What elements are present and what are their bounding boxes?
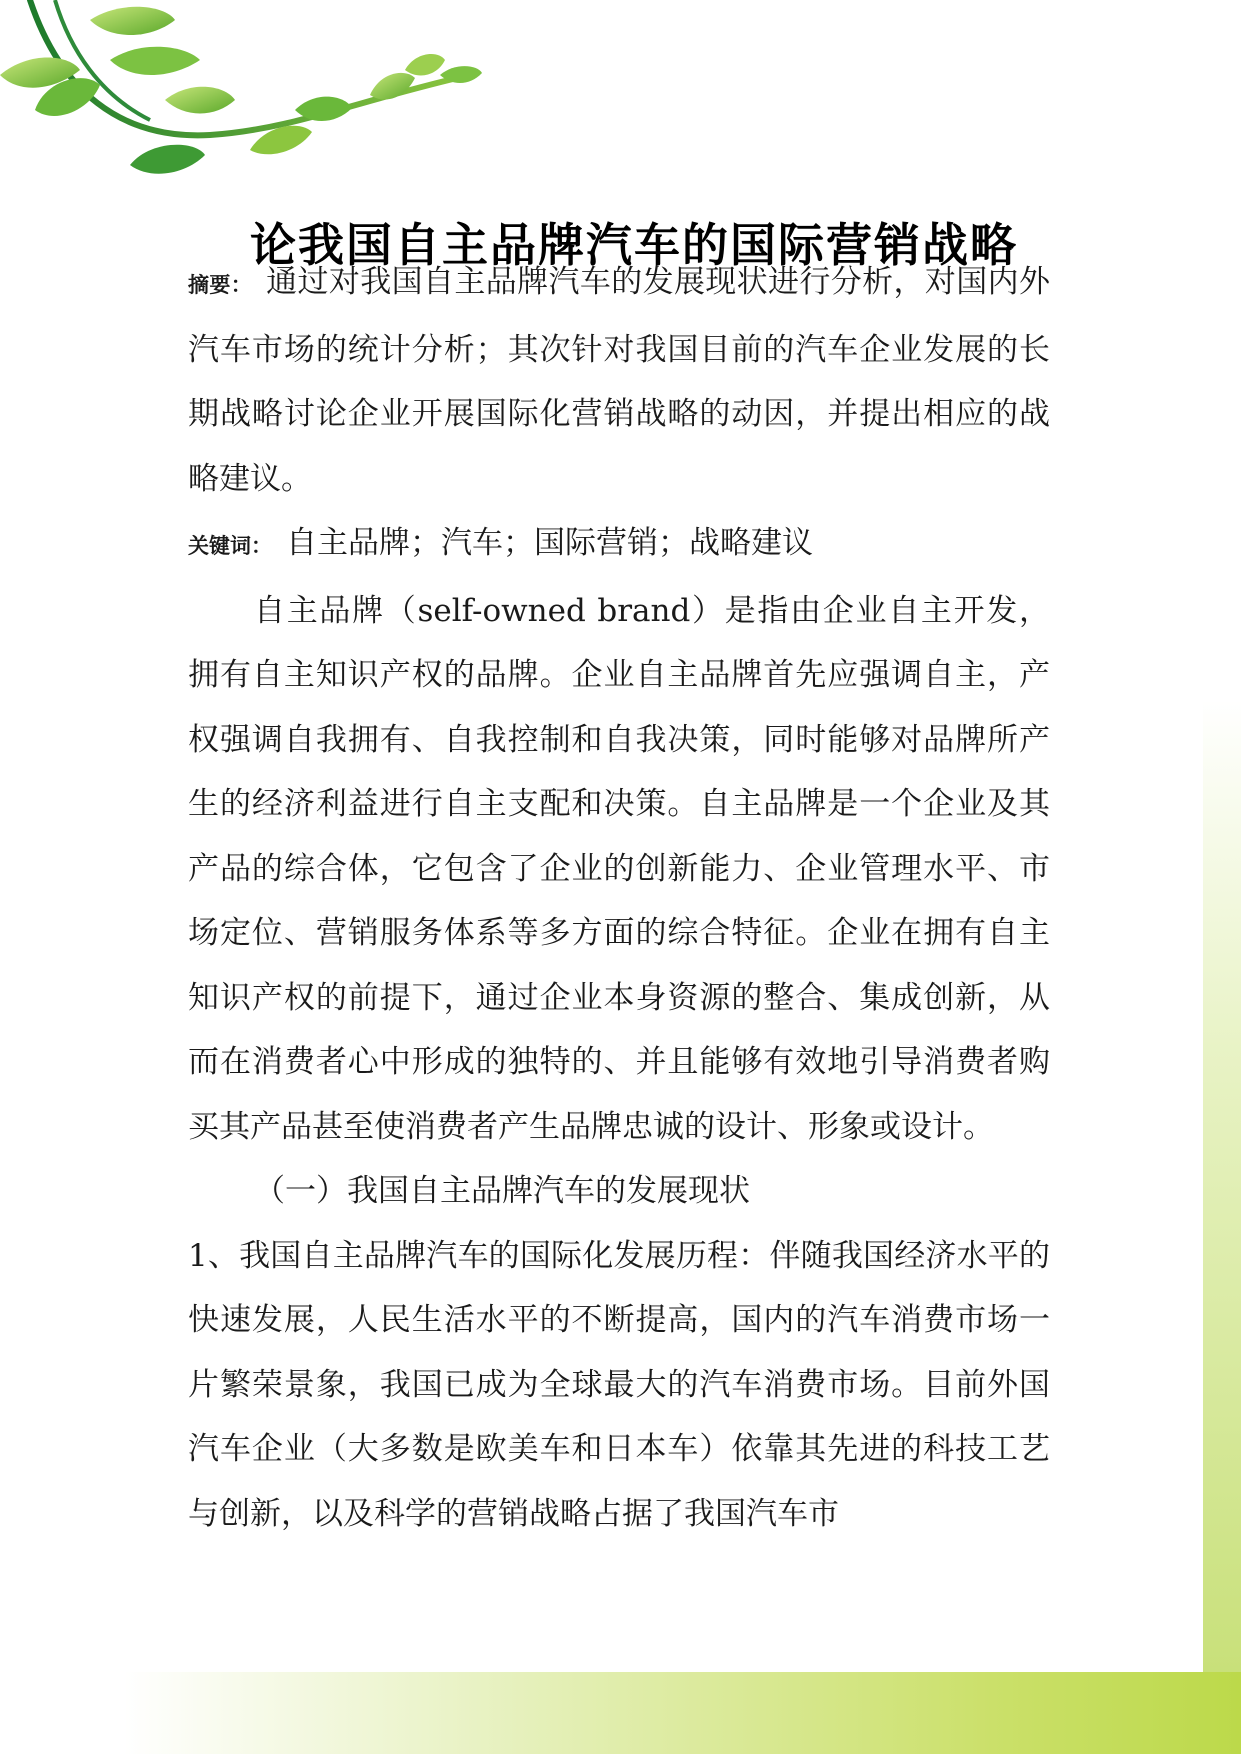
abstract-label: 摘要： (188, 273, 253, 297)
keywords (188, 511, 1050, 579)
paragraph-definition: 自主品牌（self-owned brand）是指由企业自主开发，拥有自主知识产权的品牌。企业自主品牌首先应强调自主，产权强调自我拥有、自我控制和自我决策，同时能够对品牌所产生的经济利益进行自主支配和决策。自主品牌是一个企业及其产品的综合体，它包含了企业的创新能力、企业管理水平、市场定位、营销服务体系等多方面的综合特征。企业在拥有自主知识产权的前提下，通过企业本身资源的整合、集成创新，从而在消费者心中形成的独特的、并且能够有效地引导消费者购买其产品甚至使消费者产生品牌忠诚的设计、形象或设计。 (188, 592, 1050, 1145)
document-body (188, 250, 1050, 1546)
keywords-label: 关键词： (188, 534, 272, 558)
keywords-text: 自主品牌；汽车；国际营销；战略建议 (286, 525, 813, 561)
paragraph-history: 1、我国自主品牌汽车的国际化发展历程：伴随我国经济水平的快速发展，人民生活水平的不断提高，国内的汽车消费市场一片繁荣景象，我国已成为全球最大的汽车消费市场。目前外国汽车企业（大多数是欧美车和日本车）依靠其先进的科技工艺与创新，以及科学的营销战略占据了我国汽车市 (188, 1237, 1050, 1532)
side-decoration (1203, 700, 1241, 1700)
leaf-vine-icon (0, 0, 500, 190)
abstract (188, 250, 1050, 511)
abstract-text: 通过对我国自主品牌汽车的发展现状进行分析，对国内外汽车市场的统计分析；其次针对我国目前的汽车企业发展的长期战略讨论企业开展国际化营销战略的动因，并提出相应的战略建议。 (188, 264, 1051, 497)
bottom-decoration (0, 1672, 1241, 1754)
section-heading: （一）我国自主品牌汽车的发展现状 (254, 1173, 750, 1209)
page-title: 论我国自主品牌汽车的国际营销战略 (250, 217, 1018, 272)
